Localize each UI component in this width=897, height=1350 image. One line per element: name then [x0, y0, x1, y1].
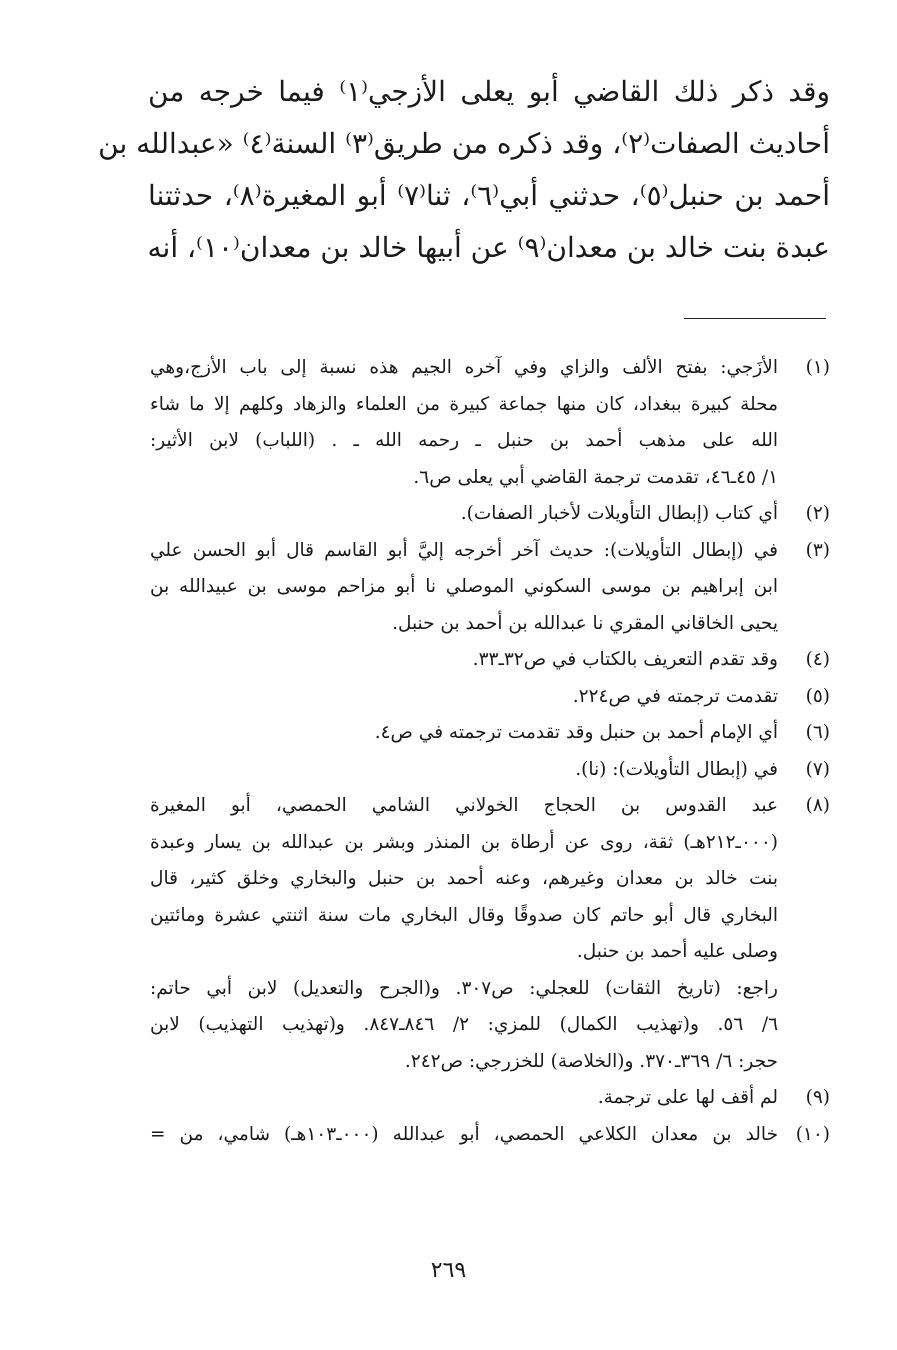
- footnotes: [150, 350, 830, 1153]
- footnote-line: أي الإمام أحمد بن حنبل وقد تقدمت ترجمته في ص٤.: [374, 722, 778, 743]
- footnote-number: (٥): [805, 685, 830, 707]
- footnote-line: في (إبطال التأويلات): (نا).: [575, 758, 778, 780]
- footnote-line: خالد بن معدان الكلاعي الحمصي، أبو عبدالله (٠٠٠ـ١٠٣هـ) شامي، من =: [150, 1123, 779, 1145]
- footnote-line: راجع: (تاريخ الثقات) للعجلي: ص٣٠٧. و(الجرح والتعديل) لابن أبي حاتم:: [150, 977, 778, 999]
- main-text-line: وقد ذكر ذلك القاضي أبو يعلى الأزجي⁽١⁾ فيما خرجه من: [148, 75, 830, 108]
- footnote-line: في (إبطال التأويلات): حديث آخر أخرجه إليَّ أبو القاسم قال أبو الحسن علي: [150, 539, 778, 561]
- main-text: [98, 66, 831, 274]
- main-text-line: أحاديث الصفات⁽٢⁾، وقد ذكره من طريق⁽٣⁾ السنة⁽٤⁾ «عبدالله بن: [98, 127, 830, 160]
- footnote-separator: [684, 318, 826, 319]
- footnote-line: (٠٠٠ـ٢١٢هـ) ثقة، روى عن أرطاة بن المنذر وبشر بن عبدالله بن يسار وعبدة: [150, 831, 778, 853]
- footnote: [150, 533, 830, 643]
- footnote-line: عبد القدوس بن الحجاج الخولاني الشامي الحمصي، أبو المغيرة: [150, 795, 778, 816]
- footnote: [150, 788, 830, 1080]
- footnote-line: وقد تقدم التعريف بالكتاب في ص٣٢ـ٣٣.: [472, 649, 778, 670]
- footnote-number: (١٠): [795, 1123, 830, 1145]
- footnote: [150, 752, 830, 789]
- footnote-line: يحيى الخاقاني المقري نا عبدالله بن أحمد بن حنبل.: [392, 612, 778, 634]
- footnote-number: (٨): [805, 795, 830, 816]
- footnote-number: (٦): [805, 722, 830, 743]
- footnote-line: لم أقف لها على ترجمة.: [597, 1087, 778, 1108]
- footnote-line: ١/ ٤٥ـ٤٦، تقدمت ترجمة القاضي أبي يعلى ص٦.: [413, 466, 778, 488]
- footnote-number: (٩): [805, 1087, 830, 1108]
- footnote-number: (٢): [805, 503, 830, 524]
- footnote-line: محلة كبيرة ببغداد، كان منها جماعة كبيرة من العلماء والزهاد وكلهم إلا ما شاء: [150, 393, 778, 415]
- footnote-line: الله على مذهب أحمد بن حنبل ـ رحمه الله ـ . (اللباب) لابن الأثير:: [150, 430, 778, 451]
- footnote-number: (١): [805, 357, 830, 378]
- footnote-line: أي كتاب (إبطال التأويلات لأخبار الصفات).: [460, 503, 778, 524]
- footnote-number: (٧): [805, 758, 830, 780]
- main-text-line: أحمد بن حنبل⁽٥⁾، حدثني أبي⁽٦⁾، ثنا⁽٧⁾ أبو المغيرة⁽٨⁾، حدثتنا: [148, 179, 831, 212]
- footnote-line: ٦/ ٥٦. و(تهذيب الكمال) للمزي: ٢/ ٨٤٦ـ٨٤٧. و(تهذيب التهذيب) لابن: [150, 1014, 779, 1035]
- footnote-line: الأزَجي: بفتح الألف والزاي وفي آخره الجيم هذه نسبة إلى باب الأزج،وهي: [150, 357, 778, 378]
- footnote-line: البخاري قال أبو حاتم كان صدوقًا وقال البخاري مات سنة اثنتي عشرة ومائتين: [150, 904, 778, 926]
- footnote-number: (٤): [805, 649, 830, 670]
- footnote-line: حجر: ٦/ ٣٦٩ـ٣٧٠. و(الخلاصة) للخزرجي: ص٢٤٢.: [404, 1050, 778, 1072]
- footnote: [150, 715, 830, 752]
- page-number: ٢٦٩: [430, 1258, 467, 1283]
- footnote: [150, 1117, 830, 1154]
- footnote: [150, 496, 830, 533]
- main-text-line: عبدة بنت خالد بن معدان⁽٩⁾ عن أبيها خالد بن معدان⁽١٠⁾، أنه: [147, 231, 830, 264]
- footnote-line: ابن إبراهيم بن موسى السكوني الموصلي نا أبو مزاحم موسى بن عبيدالله بن: [150, 576, 778, 597]
- footnote-line: وصلى عليه أحمد بن حنبل.: [576, 941, 778, 962]
- footnote-line: بنت خالد بن معدان وغيرهم، وعنه أحمد بن حنبل والبخاري وخلق كثير، قال: [150, 868, 778, 889]
- footnote: [150, 1080, 830, 1117]
- footnote-line: تقدمت ترجمته في ص٢٢٤.: [572, 685, 778, 707]
- footnote: [150, 679, 830, 716]
- footnote: [150, 642, 830, 679]
- footnote-number: (٣): [805, 539, 830, 561]
- footnote: [150, 350, 830, 496]
